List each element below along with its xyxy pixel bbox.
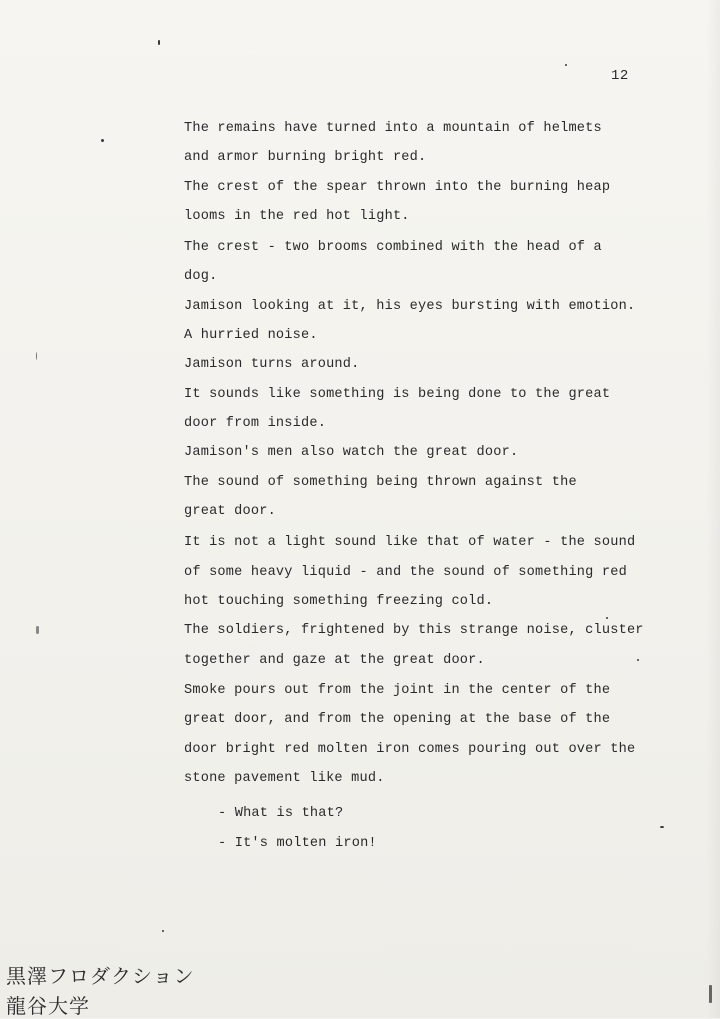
- script-line: great door, and from the opening at the base of the: [184, 712, 611, 727]
- page-number: 12: [611, 68, 629, 84]
- script-line: great door.: [184, 504, 276, 519]
- ink-speck: [606, 617, 608, 619]
- ink-speck: [660, 826, 664, 828]
- ink-speck: [637, 659, 639, 661]
- ink-speck: [162, 930, 164, 932]
- script-line: The crest of the spear thrown into the burning heap: [184, 180, 611, 195]
- script-line: looms in the red hot light.: [184, 209, 410, 224]
- script-line: door from inside.: [184, 416, 327, 431]
- script-line: The sound of something being thrown against the: [184, 475, 577, 490]
- dialogue-line: - What is that?: [218, 806, 344, 821]
- dialogue-line: - It's molten iron!: [218, 836, 377, 851]
- script-line: stone pavement like mud.: [184, 771, 385, 786]
- script-line: Jamison turns around.: [184, 357, 360, 372]
- script-line: The crest - two brooms combined with the head of a: [184, 240, 602, 255]
- script-line: door bright red molten iron comes pouring out over the: [184, 742, 636, 757]
- script-line: The soldiers, frightened by this strange noise, cluster: [184, 623, 644, 638]
- script-line: of some heavy liquid - and the sound of something red: [184, 565, 627, 580]
- ink-speck: [101, 139, 104, 142]
- script-line: and armor burning bright red.: [184, 150, 427, 165]
- script-line: together and gaze at the great door.: [184, 653, 485, 668]
- script-line: Jamison's men also watch the great door.: [184, 445, 519, 460]
- page-edge-shadow: [706, 0, 720, 1018]
- script-line: The remains have turned into a mountain of helmets: [184, 121, 602, 136]
- watermark-kurosawa-production: 黒澤フロダクション: [6, 964, 195, 988]
- ink-speck: [158, 40, 160, 45]
- script-line: Smoke pours out from the joint in the center of the: [184, 683, 611, 698]
- ink-speck: [709, 985, 712, 1003]
- watermark-ryukoku-university: 龍谷大学: [6, 994, 90, 1018]
- ink-speck: [565, 64, 567, 66]
- ink-speck: [36, 626, 39, 634]
- script-line: It sounds like something is being done to the great: [184, 387, 611, 402]
- script-line: A hurried noise.: [184, 328, 318, 343]
- script-line: hot touching something freezing cold.: [184, 594, 494, 609]
- script-line: dog.: [184, 269, 218, 284]
- ink-speck: [36, 352, 37, 360]
- script-line: Jamison looking at it, his eyes bursting with emotion.: [184, 299, 636, 314]
- script-line: It is not a light sound like that of water - the sound: [184, 535, 636, 550]
